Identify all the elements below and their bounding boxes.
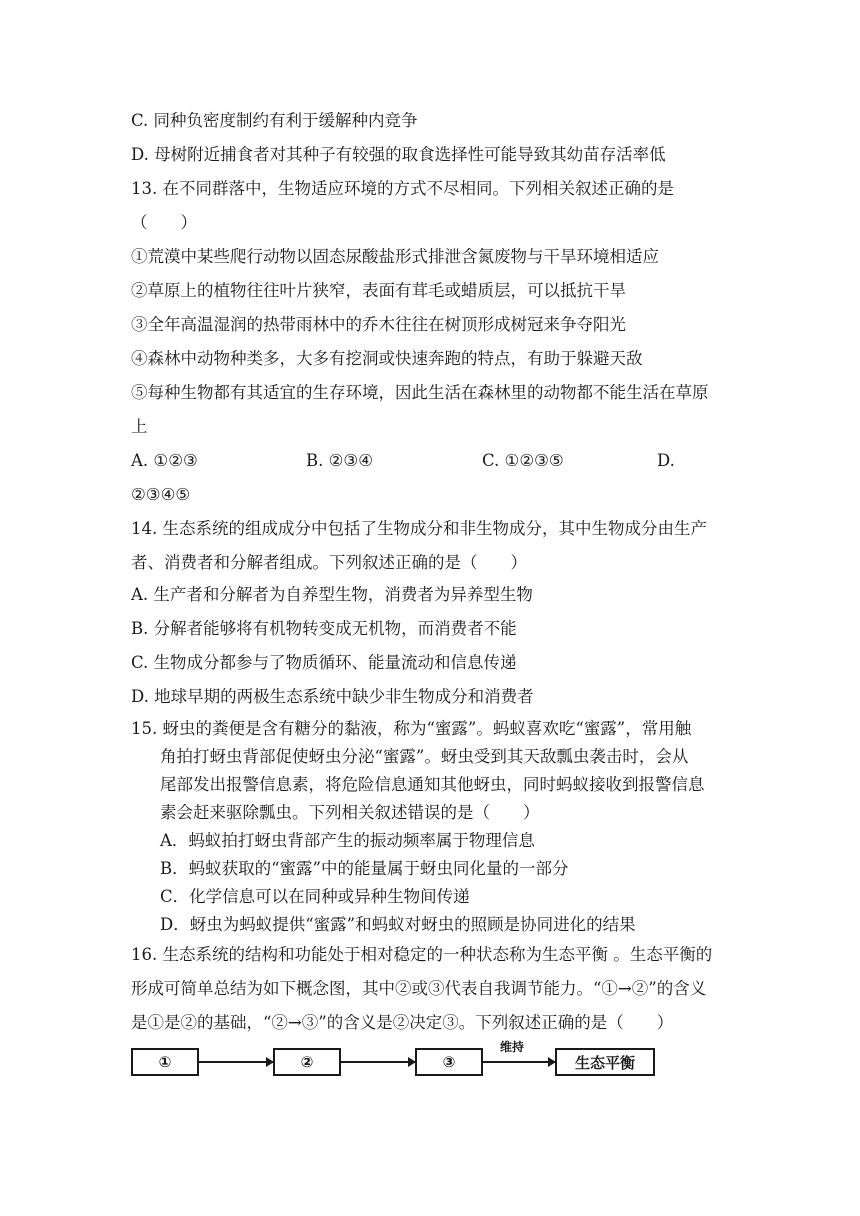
diagram-box-2: ② <box>273 1048 341 1076</box>
q12-option-d: D. 母树附近捕食者对其种子有较强的取食选择性可能导致其幼苗存活率低 <box>131 145 666 164</box>
q13-item-1: ①荒漠中某些爬行动物以固态尿酸盐形式排泄含氮废物与干旱环境相适应 <box>131 247 659 266</box>
q16-stem-line3: 是①是②的基础，“②→③”的含义是②决定③。下列叙述正确的是（ ） <box>131 1013 674 1032</box>
q14-option-d: D. 地球早期的两极生态系统中缺少非生物成分和消费者 <box>131 687 534 706</box>
diagram-arrow-label: 维持 <box>500 1040 525 1054</box>
q13-item-4: ④森林中动物种类多，大多有挖洞或快速奔跑的特点，有助于躲避天敌 <box>131 349 643 368</box>
q13-answer-paren: （ ） <box>131 213 197 232</box>
q15-option-b: B．蚂蚁获取的“蜜露”中的能量属于蚜虫同化量的一部分 <box>160 859 569 878</box>
q14-stem-line2: 者、消费者和分解者组成。下列叙述正确的是（ ） <box>131 553 527 572</box>
q13-item-5: ⑤每种生物都有其适宜的生存环境，因此生活在森林里的动物都不能生活在草原 <box>131 383 709 402</box>
q13-stem: 13. 在不同群落中，生物适应环境的方式不尽相同。下列相关叙述正确的是 <box>131 179 674 198</box>
q15-option-c: C．化学信息可以在同种或异种生物间传递 <box>160 887 470 906</box>
q15-option-d: D．蚜虫为蚂蚁提供“蜜露”和蚂蚁对蚜虫的照顾是协同进化的结果 <box>160 915 636 934</box>
diagram-box-ecological-balance: 生态平衡 <box>555 1048 655 1076</box>
q13-option-d-cont: ②③④⑤ <box>131 485 191 504</box>
q14-option-c: C. 生物成分都参与了物质循环、能量流动和信息传递 <box>131 653 517 672</box>
q13-option-c: C. ①②③⑤ <box>482 451 564 470</box>
q13-option-d: D. <box>657 451 675 470</box>
q13-item-2: ②草原上的植物往往叶片狭窄，表面有茸毛或蜡质层，可以抵抗干旱 <box>131 281 626 300</box>
q15-stem-line3: 尾部发出报警信息素，将危险信息通知其他蚜虫，同时蚂蚁接收到报警信息 <box>160 775 705 794</box>
q15-stem-line2: 角拍打蚜虫背部促使蚜虫分泌“蜜露”。蚜虫受到其天敌瓢虫袭击时，会从 <box>160 747 689 766</box>
q15-option-a: A．蚂蚁拍打蚜虫背部产生的振动频率属于物理信息 <box>160 831 535 850</box>
q13-item-3: ③全年高温湿润的热带雨林中的乔木往往在树顶形成树冠来争夺阳光 <box>131 315 626 334</box>
q13-option-a: A. ①②③ <box>131 451 198 470</box>
diagram-box-1: ① <box>131 1048 199 1076</box>
q14-option-a: A. 生产者和分解者为自养型生物，消费者为异养型生物 <box>131 585 533 604</box>
concept-diagram <box>131 1042 661 1082</box>
q13-item-5-cont: 上 <box>131 417 148 436</box>
q16-stem-line1: 16. 生态系统的结构和功能处于相对稳定的一种状态称为生态平衡 。生态平衡的 <box>131 945 713 964</box>
q16-stem-line2: 形成可简单总结为如下概念图，其中②或③代表自我调节能力。“①→②”的含义 <box>131 979 707 998</box>
diagram-box-3: ③ <box>415 1048 483 1076</box>
q15-stem-line1: 15. 蚜虫的粪便是含有糖分的黏液，称为“蜜露”。蚂蚁喜欢吃“蜜露”，常用触 <box>131 719 692 738</box>
q13-option-b: B. ②③④ <box>306 451 373 470</box>
q15-stem-line4: 素会赶来驱除瓢虫。下列相关叙述错误的是（ ） <box>160 803 540 822</box>
diagram-arrow-2-3 <box>341 1061 415 1063</box>
q12-option-c: C. 同种负密度制约有利于缓解种内竞争 <box>131 111 418 130</box>
q14-option-b: B. 分解者能够将有机物转变成无机物，而消费者不能 <box>131 619 517 638</box>
diagram-arrow-1-2 <box>199 1061 273 1063</box>
diagram-arrow-3-4 <box>483 1061 555 1063</box>
q14-stem-line1: 14. 生态系统的组成成分中包括了生物成分和非生物成分，其中生物成分由生产 <box>131 519 707 538</box>
